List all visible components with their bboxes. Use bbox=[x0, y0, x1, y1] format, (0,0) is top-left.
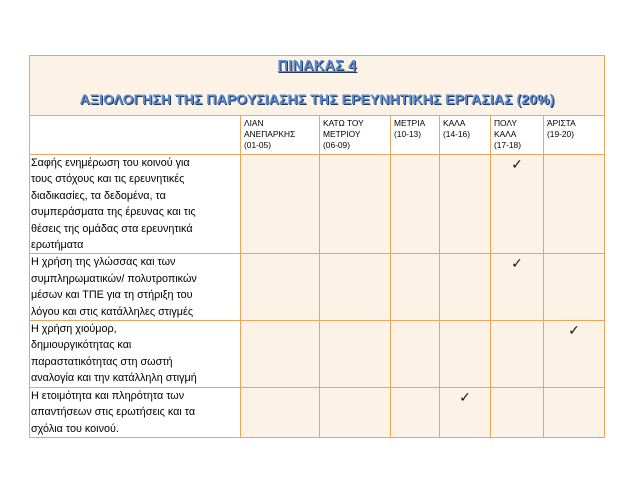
rating-cell bbox=[491, 321, 544, 388]
column-header bbox=[241, 116, 320, 155]
rating-cell bbox=[544, 155, 605, 254]
column-header-label: ΛΙΑΝ ΑΝΕΠΑΡΚΗΣ (01-05) bbox=[244, 118, 296, 150]
rating-cell bbox=[241, 155, 320, 254]
rating-cell bbox=[440, 254, 491, 321]
rating-cell bbox=[440, 321, 491, 388]
title-row bbox=[30, 56, 605, 116]
rating-cell bbox=[491, 155, 544, 254]
header-row bbox=[30, 116, 605, 155]
column-header bbox=[544, 116, 605, 155]
checkmark-icon: ✓ bbox=[459, 389, 471, 406]
rating-cell bbox=[320, 155, 391, 254]
title-cell bbox=[30, 56, 605, 116]
column-header-label: ΠΟΛΥ ΚΑΛΑ (17-18) bbox=[494, 118, 521, 150]
criterion-cell bbox=[30, 254, 241, 321]
column-header bbox=[320, 116, 391, 155]
table-row bbox=[30, 321, 605, 388]
rating-cell bbox=[320, 254, 391, 321]
rating-cell bbox=[241, 387, 320, 437]
rating-cell bbox=[491, 387, 544, 437]
evaluation-table bbox=[29, 55, 605, 438]
rating-cell bbox=[391, 387, 440, 437]
checkmark-icon: ✓ bbox=[511, 256, 523, 273]
column-header-label: ΜΕΤΡΙΑ (10-13) bbox=[394, 118, 426, 139]
table-row bbox=[30, 387, 605, 437]
column-header bbox=[440, 116, 491, 155]
column-header-label: ΆΡΙΣΤΑ (19-20) bbox=[547, 118, 576, 139]
column-header bbox=[491, 116, 544, 155]
rating-cell bbox=[440, 387, 491, 437]
table-row bbox=[30, 155, 605, 254]
header-blank-cell bbox=[30, 116, 241, 155]
criterion-cell bbox=[30, 155, 241, 254]
rating-cell bbox=[491, 254, 544, 321]
rating-cell bbox=[391, 254, 440, 321]
criterion-text: Η ετοιμότητα και πληρότητα των απαντήσεων στις ερωτήσεις και τα σχόλια του κοινού. bbox=[31, 389, 196, 435]
rating-cell bbox=[544, 387, 605, 437]
rating-cell bbox=[241, 321, 320, 388]
criterion-text: Σαφής ενημέρωση του κοινού για τους στόχους και τις ερευνητικές διαδικασίες, τα δεδομένα, τα συμπεράσματα της έρευνας και τις θέσεις της ομάδας στα ερευνητικά ερωτήματα bbox=[31, 157, 196, 252]
rating-cell bbox=[391, 155, 440, 254]
table-title: ΠΙΝΑΚΑΣ 4 bbox=[277, 58, 357, 74]
column-header-label: ΚΑΛΑ (14-16) bbox=[443, 118, 470, 139]
table-row bbox=[30, 254, 605, 321]
rating-cell bbox=[391, 321, 440, 388]
criterion-text: Η χρήση χιούμορ, δημιουργικότητας και παραστατικότητας στη σωστή αναλογία και την κατάλληλη στιγμή bbox=[31, 323, 197, 385]
rating-cell bbox=[440, 155, 491, 254]
rating-cell bbox=[544, 321, 605, 388]
checkmark-icon: ✓ bbox=[511, 157, 523, 173]
criterion-cell bbox=[30, 321, 241, 388]
column-header-label: ΚΑΤΩ ΤΟΥ ΜΕΤΡΙΟΥ (06-09) bbox=[323, 118, 364, 150]
criterion-text: Η χρήση της γλώσσας και των συμπληρωματικών/ πολυτροπικών μέσων και ΤΠΕ για τη στήριξη του λόγου και στις κατάλληλες στιγμές bbox=[31, 256, 197, 318]
criterion-cell bbox=[30, 387, 241, 437]
rating-cell bbox=[320, 321, 391, 388]
column-header bbox=[391, 116, 440, 155]
checkmark-icon: ✓ bbox=[568, 323, 580, 340]
rating-cell bbox=[241, 254, 320, 321]
rating-cell bbox=[544, 254, 605, 321]
table-subtitle: ΑΞΙΟΛΟΓΗΣΗ ΤΗΣ ΠΑΡΟΥΣΙΑΣΗΣ ΤΗΣ ΕΡΕΥΝΗΤΙΚΗΣ ΕΡΓΑΣΙΑΣ (20%) bbox=[79, 91, 555, 107]
rating-cell bbox=[320, 387, 391, 437]
